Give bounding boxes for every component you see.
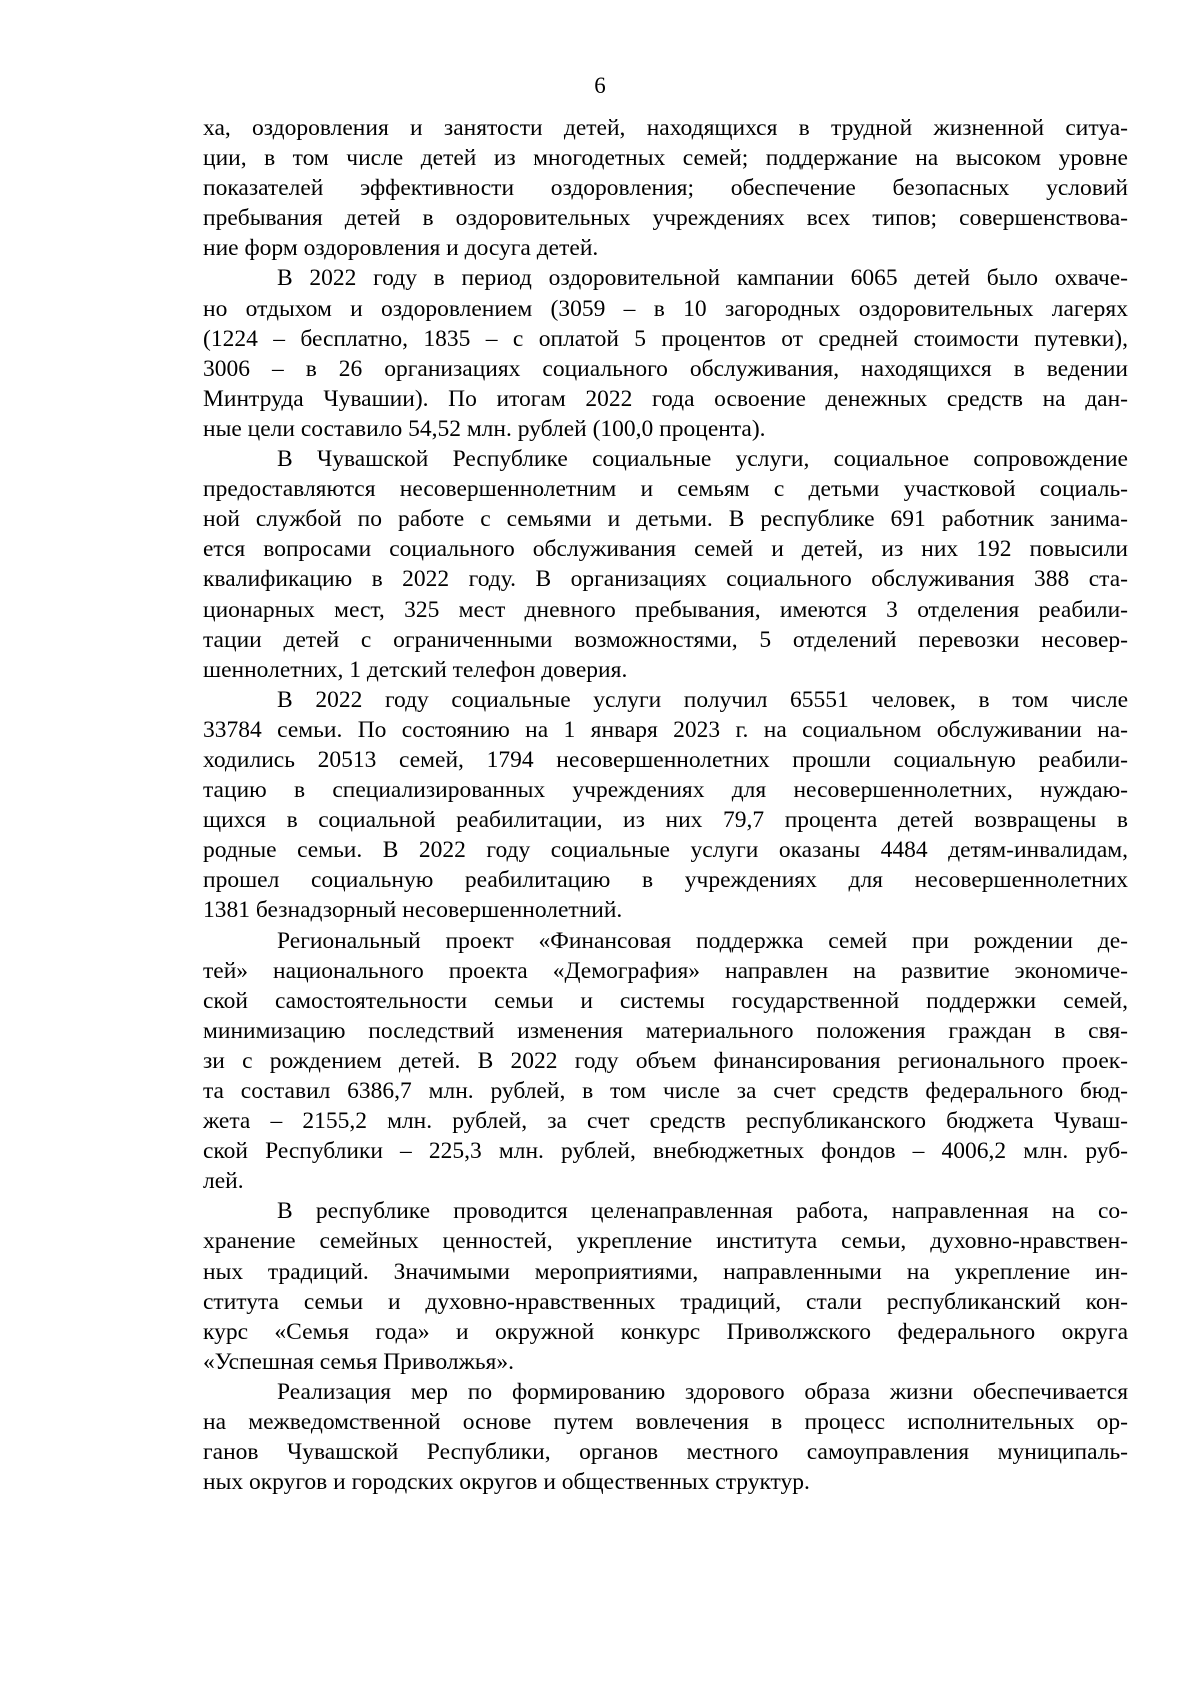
text-line: родные семьи. В 2022 году социальные услуги оказаны 4484 детям-инвалидам, bbox=[203, 837, 1128, 864]
text-line: ститута семьи и духовно-нравственных традиций, стали республиканский кон- bbox=[203, 1288, 1128, 1315]
text-line: Региональный проект «Финансовая поддержка семей при рождении де- bbox=[277, 927, 1128, 954]
paragraph bbox=[203, 444, 1128, 685]
text-line: минимизацию последствий изменения материального положения граждан в свя- bbox=[203, 1017, 1128, 1044]
text-line: ской самостоятельности семьи и системы государственной поддержки семей, bbox=[203, 987, 1128, 1014]
paragraph bbox=[203, 926, 1128, 1197]
text-line: предоставляются несовершеннолетним и семьям с детьми участковой социаль- bbox=[203, 476, 1128, 503]
text-line: 33784 семьи. По состоянию на 1 января 2023 г. на социальном обслуживании на- bbox=[203, 716, 1128, 743]
text-line: ционарных мест, 325 мест дневного пребывания, имеются 3 отделения реабили- bbox=[203, 596, 1128, 623]
text-line: В 2022 году социальные услуги получил 65551 человек, в том числе bbox=[277, 686, 1128, 713]
text-line: ных округов и городских округов и общественных структур. bbox=[203, 1469, 810, 1496]
text-line: тей» национального проекта «Демография» направлен на развитие экономиче- bbox=[203, 957, 1128, 984]
text-line: на межведомственной основе путем вовлечения в процесс исполнительных ор- bbox=[203, 1409, 1128, 1436]
text-line: показателей эффективности оздоровления; обеспечение безопасных условий bbox=[203, 175, 1128, 202]
text-line: шеннолетних, 1 детский телефон доверия. bbox=[203, 656, 628, 683]
text-line: щихся в социальной реабилитации, из них 79,7 процента детей возвращены в bbox=[203, 807, 1128, 834]
text-line: зи с рождением детей. В 2022 году объем финансирования регионального проек- bbox=[203, 1047, 1128, 1074]
paragraph bbox=[203, 1377, 1128, 1497]
text-line: тации детей с ограниченными возможностями, 5 отделений перевозки несовер- bbox=[203, 626, 1128, 653]
text-line: прошел социальную реабилитацию в учреждениях для несовершеннолетних bbox=[203, 867, 1128, 894]
text-line: ной службой по работе с семьями и детьми. В республике 691 работник занима- bbox=[203, 506, 1128, 533]
text-line: 3006 – в 26 организациях социального обслуживания, находящихся в ведении bbox=[203, 355, 1128, 382]
text-line: В республике проводится целенаправленная работа, направленная на со- bbox=[277, 1198, 1128, 1225]
paragraph bbox=[203, 113, 1128, 263]
text-line: ха, оздоровления и занятости детей, находящихся в трудной жизненной ситуа- bbox=[203, 115, 1128, 141]
document-body bbox=[203, 113, 1128, 1497]
paragraph bbox=[203, 685, 1128, 926]
text-line: В 2022 году в период оздоровительной кампании 6065 детей было охваче- bbox=[277, 265, 1128, 292]
text-line: ской Республики – 225,3 млн. рублей, внебюджетных фондов – 4006,2 млн. руб- bbox=[203, 1138, 1128, 1165]
text-line: 1381 безнадзорный несовершеннолетний. bbox=[203, 897, 623, 924]
text-line: лей. bbox=[203, 1168, 244, 1195]
text-line: ходились 20513 семей, 1794 несовершеннолетних прошли социальную реабили- bbox=[203, 746, 1128, 773]
text-line: ганов Чувашской Республики, органов местного самоуправления муниципаль- bbox=[203, 1439, 1128, 1466]
text-line: хранение семейных ценностей, укрепление института семьи, духовно-нравствен- bbox=[203, 1228, 1128, 1255]
text-line: пребывания детей в оздоровительных учреждениях всех типов; совершенствова- bbox=[203, 205, 1128, 232]
page-number: 6 bbox=[594, 73, 606, 98]
text-line: В Чувашской Республике социальные услуги, социальное сопровождение bbox=[277, 446, 1128, 473]
text-line: Минтруда Чувашии). По итогам 2022 года освоение денежных средств на дан- bbox=[203, 385, 1128, 412]
text-line: курс «Семья года» и окружной конкурс Приволжского федерального округа bbox=[203, 1318, 1128, 1345]
text-line: тацию в специализированных учреждениях для несовершеннолетних, нуждаю- bbox=[203, 777, 1128, 804]
text-line: Реализация мер по формированию здорового образа жизни обеспечивается bbox=[277, 1378, 1128, 1405]
text-line: жета – 2155,2 млн. рублей, за счет средств республиканского бюджета Чуваш- bbox=[203, 1108, 1128, 1135]
text-line: ные цели составило 54,52 млн. рублей (100,0 процента). bbox=[203, 415, 766, 442]
text-line: ется вопросами социального обслуживания семей и детей, из них 192 повысили bbox=[203, 536, 1128, 563]
paragraph bbox=[203, 1196, 1128, 1377]
text-line: квалификацию в 2022 году. В организациях социального обслуживания 388 ста- bbox=[203, 566, 1128, 593]
text-line: ние форм оздоровления и досуга детей. bbox=[203, 235, 599, 262]
text-line: ных традиций. Значимыми мероприятиями, направленными на укрепление ин- bbox=[203, 1258, 1128, 1285]
text-line: та составил 6386,7 млн. рублей, в том числе за счет средств федерального бюд- bbox=[203, 1078, 1128, 1104]
text-line: «Успешная семья Приволжья». bbox=[203, 1348, 514, 1375]
text-line: но отдыхом и оздоровлением (3059 – в 10 загородных оздоровительных лагерях bbox=[203, 295, 1128, 322]
text-line: ции, в том числе детей из многодетных семей; поддержание на высоком уровне bbox=[203, 145, 1128, 172]
text-line: (1224 – бесплатно, 1835 – с оплатой 5 процентов от средней стоимости путевки), bbox=[203, 325, 1128, 352]
paragraph bbox=[203, 263, 1128, 444]
